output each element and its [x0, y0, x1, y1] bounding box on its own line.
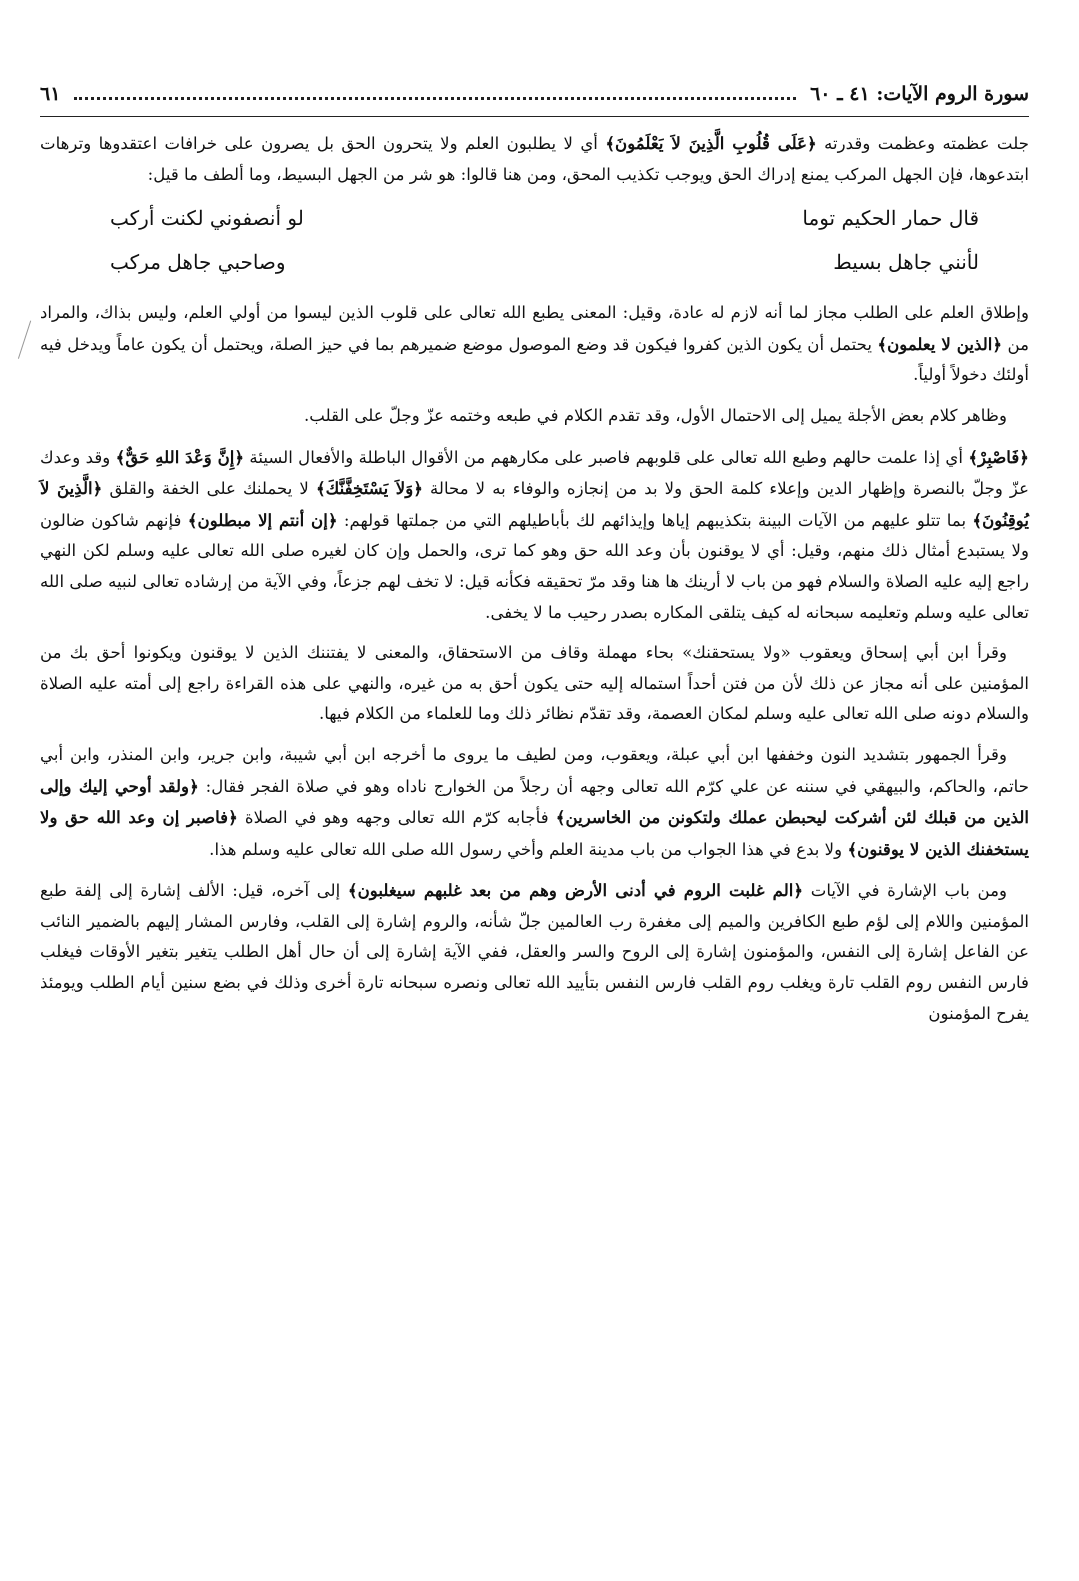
quran-quote: ﴿ولقد أوحي إليك وإلى الذين من قبلك لئن أشركت ليحبطن عملك ولتكونن من الخاسرين﴾ [40, 775, 1029, 828]
paragraph [40, 128, 1029, 190]
quran-quote: ﴿إِنَّ وَعْدَ اللهِ حَقٌّ﴾ [115, 446, 245, 467]
paragraph [40, 875, 1029, 1029]
text-run: وقرأ ابن أبي إسحاق ويعقوب «ولا يستحقنك» بحاء مهملة وقاف من الاستحقاق، والمعنى لا يفتننك الذين لا يوقنون ويكونوا أحق بك من المؤمنين على أنه مجاز عن ذلك لأن من فتن أحداً استماله إليه حتى يكون أحق به من غيره، والنهي على هذه القراءة راجع إلى أمته عليه الصلاة والسلام دونه صلى الله تعالى عليه وسلم لمكان العصمة، وقد تقدّم نظائر ذلك وما للعلماء من الكلام فيها. [40, 643, 1029, 724]
header-title: سورة الروم الآيات: ٤١ ـ ٦٠ [810, 83, 1029, 105]
quran-quote: ﴿وَلاَ يَسْتَخِفَّنَّكَ﴾ [315, 478, 423, 499]
quran-quote: ﴿فَاصْبِرْ﴾ [968, 446, 1029, 467]
text-run: وقد وعدك عزّ وجلّ بالنصرة وإظهار الدين وإعلاء كلمة الحق ولا بد من إنجازه والوفاء به لا محالة [40, 447, 1029, 499]
text-run: وقرأ الجمهور بتشديد النون وخففها ابن أبي عبلة، ويعقوب، ومن لطيف ما يروى ما أخرجه ابن أبي شيبة، وابن جرير، وابن المنذر، وابن أبي حاتم، والحاكم، والبيهقي في سننه عن علي كرّم الله تعالى وجهه أن رجلاً من الخوارج ناداه وهو في صلاة الفجر فقال: [40, 744, 1029, 796]
text-run: أي إذا علمت حالهم وطبع الله تعالى على قلوبهم فاصبر على مكارههم من الأقوال الباطلة والأفعال السيئة [244, 447, 969, 467]
paragraph [40, 442, 1029, 629]
text-run: أي لا يطلبون العلم ولا يتحرون الحق بل يصرون على خرافات اعتقدوها وترهات ابتدعوها، فإن الجهل المركب يمنع إدراك الحق ويوجب تكذيب المحق، ومن هنا قالوا: هو شر من الجهل البسيط، وما ألطف ما قيل: [40, 134, 1029, 184]
text-run: فأجابه كرّم الله تعالى وجهه وهو في الصلاة [237, 808, 556, 828]
margin-mark [18, 321, 33, 360]
running-header [40, 78, 1029, 110]
text-run: يحتمل أن يكون الذين كفروا فيكون قد وضع الموصول موضع ضميرهم بما في حيز الصلة، ويحتمل أن يكون عاماً ويدخل فيه أولئك دخولاً أولياً. [40, 334, 1029, 385]
quran-quote: ﴿الَّذِينَ لاَ يُوقِنُونَ﴾ [40, 478, 1029, 530]
text-run: فإنهم شاكون ضالون ولا يستبدع أمثال ذلك منهم، وقيل: أي لا يوقنون بأن وعد الله حق وهو كما ترى، والحمل وإن كان لغيره صلى الله تعالى عليه وسلم لكن النهي راجع إليه عليه الصلاة والسلام فهو من باب لا أرينك ها هنا وقد مرّ تحقيقه فكأنه قيل: لا تخف لهم جزعاً، وفي الآية من إرشاده تعالى لنبيه صلى الله تعالى عليه وسلم وتعليمه سبحانه له كيف يتلقى المكاره بصدر رحيب ما لا يخفى. [40, 510, 1029, 622]
paragraph [40, 638, 1029, 730]
poem-hemistich-right: قال حمار الحكيم توما [802, 205, 979, 230]
text-run: لا يحملنك على الخفة والقلق [102, 479, 316, 499]
quran-quote: ﴿عَلَى قُلُوبِ الَّذِينَ لاَ يَعْلَمُونَ﴾ [605, 133, 817, 153]
poem-hemistich-left: لو أنصفوني لكنت أركب [110, 205, 304, 230]
quran-quote: ﴿الم غلبت الروم في أدنى الأرض وهم من بعد غلبهم سيغلبون﴾ [347, 880, 804, 901]
page-body [40, 128, 1029, 1029]
header-rule [40, 116, 1029, 117]
poem-verse [40, 240, 1029, 284]
text-run: جلت عظمته وعظمت وقدرته [816, 134, 1029, 153]
quran-quote: ﴿الذين لا يعلمون﴾ [877, 333, 1003, 354]
text-run: وإطلاق العلم على الطلب مجاز لما أنه لازم له عادة، وقيل: المعنى يطبع الله تعالى على قلوب الذين ليسوا من أولي العلم، وليس بذاك، والمراد من [40, 303, 1030, 354]
poem-hemistich-left: وصاحبي جاهل مركب [110, 249, 286, 274]
poem [40, 196, 1029, 284]
quran-quote: ﴿إن أنتم إلا مبطلون﴾ [187, 509, 338, 530]
page-number: ٦١ [40, 83, 61, 105]
quran-quote: ﴿فاصبر إن وعد الله حق ولا يستخفنك الذين لا يوقنون﴾ [40, 807, 1029, 859]
text-run: بما تتلو عليهم من الآيات البينة بتكذيبهم إياها وإيذائهم لك بأباطيلهم التي من جملتها قولهم: [337, 510, 973, 530]
text-run: إلى آخره، قيل: الألف إشارة إلى إلفة طبع المؤمنين واللام إلى لؤم طبع الكافرين والميم إلى مغفرة رب العالمين جلّ شأنه، والروم إشارة إلى القلب، وفارس المشار إليهم بالضمير النائب عن الفاعل إشارة إلى النفس، والمؤمنون إشارة إلى الروح والسر والعقل، ففي الآية إشارة إلى أن حال أهل الطلب يتغير بتغير الأوقات فيغلب فارس النفس روم القلب تارة ويغلب روم القلب فارس النفس بتأييد الله تعالى ونصره سبحانه تارة أخرى وذلك في بضع سنين أيام الطلب ويومئذ يفرح المؤمنون [40, 881, 1029, 1023]
text-run: ولا بدع في هذا الجواب من باب مدينة العلم وأخي رسول الله صلى الله تعالى عليه وسلم هذا. [209, 839, 848, 859]
paragraph [40, 298, 1029, 391]
poem-hemistich-right: لأنني جاهل بسيط [833, 249, 979, 274]
paragraph [40, 740, 1029, 865]
paragraph [40, 401, 1029, 432]
text-run: ومن باب الإشارة في الآيات [803, 881, 1008, 901]
header-leader-dots [74, 97, 796, 100]
text-run: وظاهر كلام بعض الأجلة يميل إلى الاحتمال الأول، وقد تقدم الكلام في طبعه وختمه عزّ وجلّ على القلب. [304, 405, 1007, 425]
poem-verse [40, 196, 1029, 240]
